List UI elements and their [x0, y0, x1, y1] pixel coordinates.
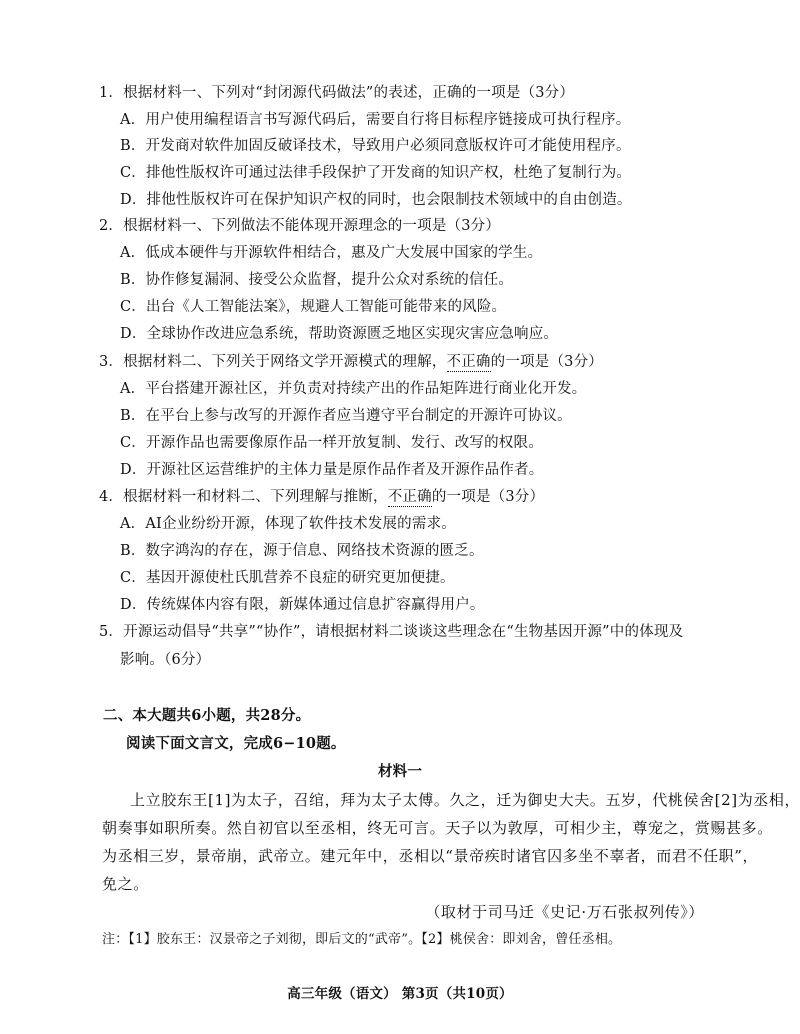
- question-1-option-d: D．排他性版权许可在保护知识产权的同时，也会限制技术领域中的自由创造。: [120, 192, 632, 208]
- question-4-stem-pre: 4．根据材料一和材料二、下列理解与推断，: [99, 489, 388, 505]
- material-title: 材料一: [377, 763, 423, 780]
- question-1-option-c: C．排他性版权许可通过法律手段保护了开发商的知识产权，杜绝了复制行为。: [120, 165, 632, 181]
- question-2-option-b: B．协作修复漏洞、接受公众监督，提升公众对系统的信任。: [120, 272, 514, 288]
- question-3-option-d: D．开源社区运营维护的主体力量是原作品作者及开源作品作者。: [120, 462, 544, 478]
- question-5-stem-continued: 影响。（6分）: [120, 652, 211, 668]
- question-4-stem: [99, 487, 544, 507]
- question-3-stem-post: 的一项是（3分）: [490, 354, 603, 370]
- section-2-heading: 二、本大题共6小题，共28分。: [103, 707, 311, 724]
- question-1-option-b: B．开发商对软件加固反破译技术，导致用户必须同意版权许可才能使用程序。: [120, 138, 631, 154]
- question-2-option-d: D．全球协作改进应急系统，帮助资源匮乏地区实现灾害应急响应。: [120, 326, 559, 342]
- emphasis-not-correct: 不正确: [446, 354, 491, 370]
- question-3-option-b: B．在平台上参与改写的开源作者应当遵守平台制定的开源许可协议。: [120, 408, 572, 424]
- question-3-option-a: A．平台搭建开源社区，并负责对持续产出的作品矩阵进行商业化开发。: [120, 381, 587, 397]
- question-4-option-a: A．AI企业纷纷开源，体现了软件技术发展的需求。: [120, 516, 456, 532]
- passage-source: （取材于司马迁《史记·万石张叔列传》）: [425, 903, 704, 921]
- question-4-option-d: D．传统媒体内容有限，新媒体通过信息扩容赢得用户。: [120, 597, 485, 613]
- question-5-stem: 5．开源运动倡导“共享”“协作”，请根据材料二谈谈这些理念在“生物基因开源”中的体现及: [99, 624, 684, 640]
- question-4-stem-post: 的一项是（3分）: [431, 489, 545, 505]
- passage-line-4: 免之。: [102, 875, 149, 893]
- page-footer: 高三年级（语文） 第3页（共10页）: [287, 986, 513, 1002]
- question-3-option-c: C．开源作品也需要像原作品一样开放复制、发行、改写的权限。: [120, 435, 543, 451]
- question-1-option-a: A．用户使用编程语言书写源代码后，需要自行将目标程序链接成可执行程序。: [120, 112, 631, 128]
- passage-line-2: 朝奏事如职所奏。然自初官以至丞相，终无可言。天子以为敦厚，可相少主，尊宠之，赏赐甚多。: [102, 819, 773, 837]
- question-1-stem: 1．根据材料一、下列对“封闭源代码做法”的表述，正确的一项是（3分）: [99, 85, 575, 101]
- question-4-option-c: C．基因开源使杜氏肌营养不良症的研究更加便捷。: [120, 570, 455, 586]
- question-3-stem-pre: 3．根据材料二、下列关于网络文学开源模式的理解，: [99, 354, 447, 370]
- passage-line-1: 上立胶东王[1]为太子，召绾，拜为太子太傅。久之，迁为御史大夫。五岁，代桃侯舍[2]为丞相，: [130, 791, 800, 809]
- question-2-option-c: C．出台《人工智能法案》，规避人工智能可能带来的风险。: [120, 299, 507, 315]
- question-3-stem: [99, 352, 603, 372]
- annotation-note: 注：【1】胶东王：汉景帝之子刘彻，即后文的“武帝”。【2】桃侯舍：即刘舍，曾任丞相。: [102, 932, 622, 947]
- question-2-stem: 2．根据材料一、下列做法不能体现开源理念的一项是（3分）: [99, 218, 501, 234]
- emphasis-not-correct: 不正确: [387, 489, 432, 505]
- question-2-option-a: A．低成本硬件与开源软件相结合，惠及广大发展中国家的学生。: [120, 245, 543, 261]
- section-2-instruction: 阅读下面文言文，完成6−10题。: [126, 735, 346, 752]
- question-4-option-b: B．数字鸿沟的存在，源于信息、网络技术资源的匮乏。: [120, 543, 484, 559]
- passage-line-3: 为丞相三岁，景帝崩，武帝立。建元年中，丞相以“景帝疾时诸官囚多坐不辜者，而君不任职”，: [102, 847, 759, 865]
